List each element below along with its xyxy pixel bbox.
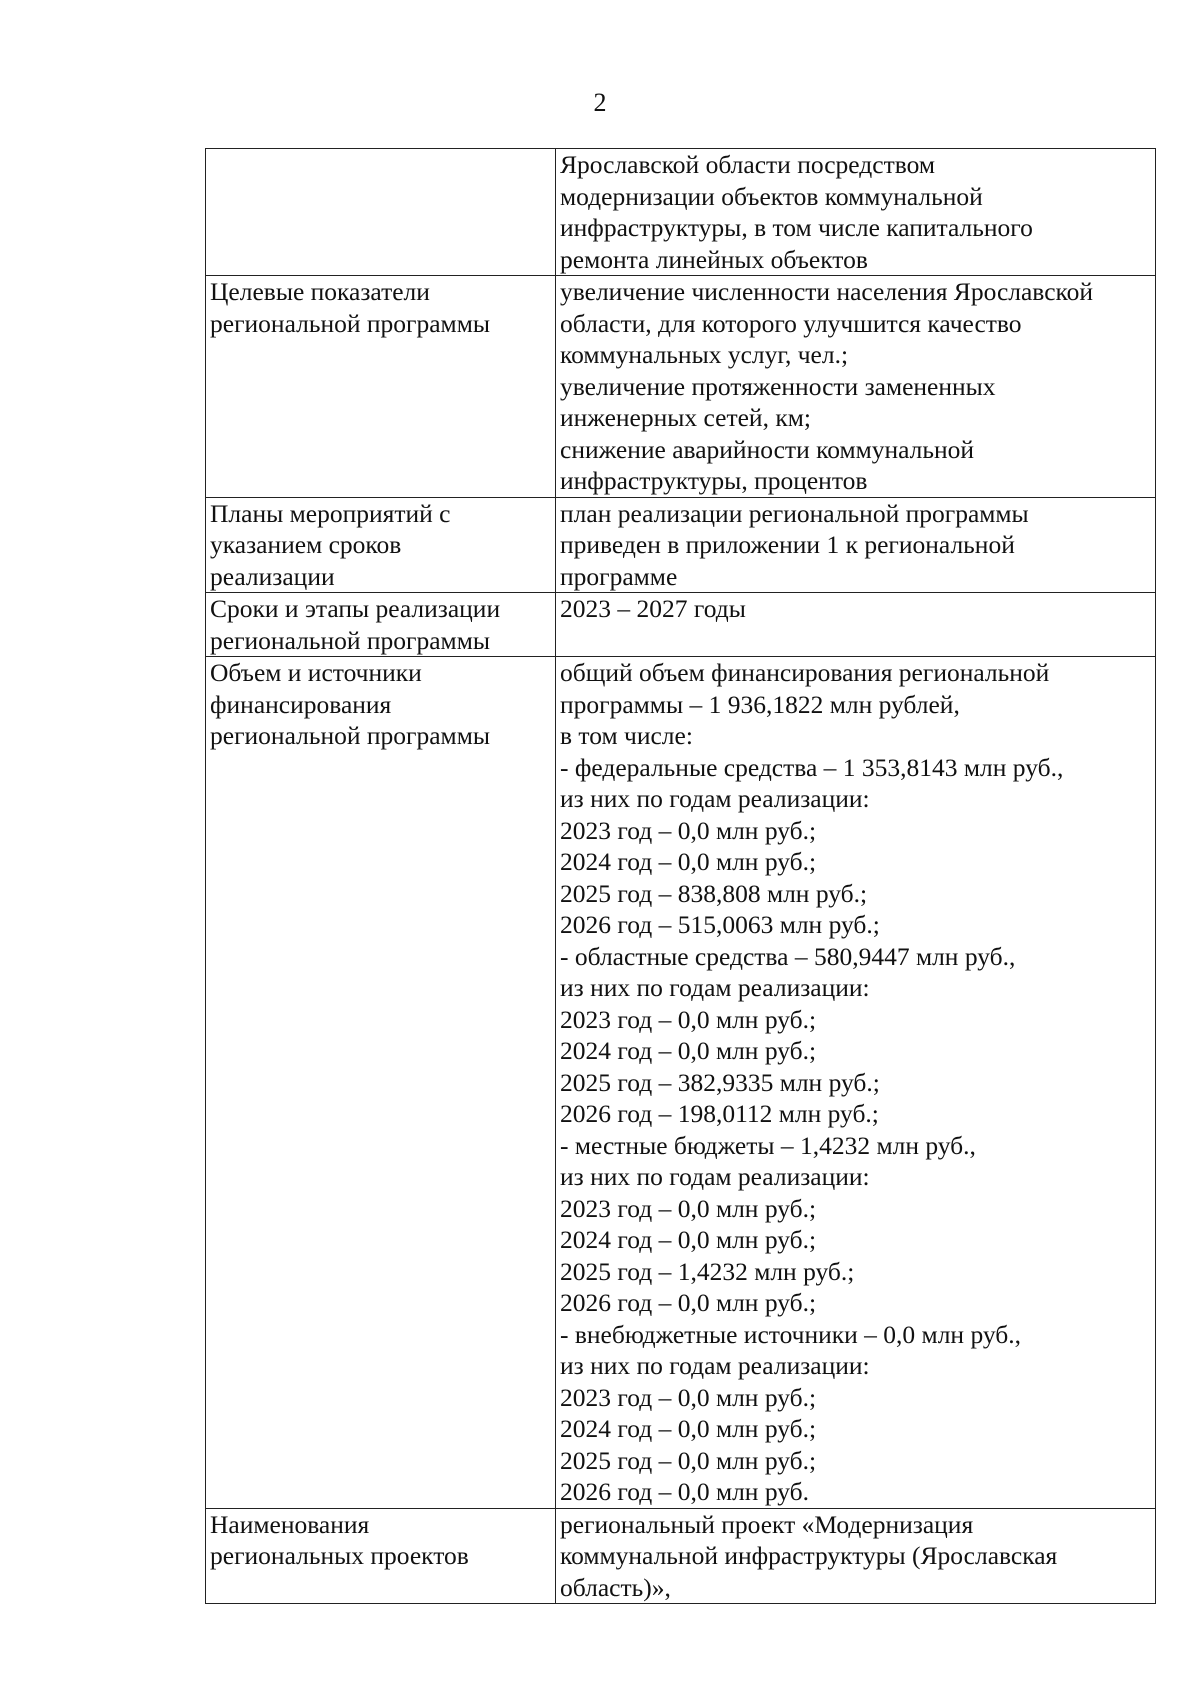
value-line: снижение аварийности коммунальной [560, 434, 975, 464]
value-line: - внебюджетные источники – 0,0 млн руб., [560, 1319, 1021, 1349]
value-line: ремонта линейных объектов [560, 244, 868, 274]
page-number: 2 [593, 88, 607, 117]
value-line: увеличение протяженности замененных [560, 371, 996, 401]
label-line: финансирования [210, 689, 392, 719]
label-line: региональной программы [210, 308, 490, 338]
table-row [206, 657, 1156, 1509]
value-line: - федеральные средства – 1 353,8143 млн руб., [560, 752, 1064, 782]
row-label-cell [206, 1508, 556, 1604]
table-row [206, 497, 1156, 593]
label-line: региональной программы [210, 721, 490, 750]
value-line: приведен в приложении 1 к региональной [560, 530, 1015, 559]
value-line: коммунальных услуг, чел.; [560, 340, 849, 369]
label-line: реализации [210, 561, 335, 591]
value-line: 2023 год – 0,0 млн руб.; [560, 815, 817, 845]
value-line: 2025 год – 838,808 млн руб.; [560, 878, 868, 908]
value-line: 2025 год – 382,9335 млн руб.; [560, 1067, 880, 1097]
value-line: 2026 год – 0,0 млн руб. [560, 1477, 809, 1506]
value-line: область)», [560, 1572, 671, 1602]
value-line: области, для которого улучшится качество [560, 308, 1022, 338]
value-line: коммунальной инфраструктуры (Ярославская [560, 1541, 1058, 1570]
value-line: модернизации объектов коммунальной [560, 181, 983, 211]
value-line: инфраструктуры, в том числе капитального [560, 213, 1033, 242]
table-row [206, 1508, 1156, 1604]
value-line: 2024 год – 0,0 млн руб.; [560, 1036, 817, 1065]
row-value-cell [556, 657, 1156, 1509]
label-line: Целевые показатели [210, 277, 430, 306]
value-line: региональный проект «Модернизация [560, 1509, 974, 1539]
value-line: из них по годам реализации: [560, 1162, 870, 1191]
row-label-cell [206, 497, 556, 593]
value-line: программы – 1 936,1822 млн рублей, [560, 689, 960, 719]
row-value-cell [556, 593, 1156, 657]
row-value-cell [556, 497, 1156, 593]
value-line: из них по годам реализации: [560, 784, 870, 813]
value-line: 2026 год – 198,0112 млн руб.; [560, 1099, 879, 1128]
value-line: 2026 год – 515,0063 млн руб.; [560, 910, 880, 939]
value-line: - областные средства – 580,9447 млн руб., [560, 941, 1016, 971]
row-label-cell [206, 149, 556, 276]
value-line: программе [560, 561, 678, 591]
value-line: план реализации региональной программы [560, 498, 1029, 528]
value-line: 2024 год – 0,0 млн руб.; [560, 1414, 817, 1443]
row-value-cell [556, 1508, 1156, 1604]
table-row [206, 149, 1156, 276]
label-line: Наименования [210, 1509, 370, 1539]
value-line: в том числе: [560, 721, 693, 750]
table-row [206, 276, 1156, 498]
value-line: - местные бюджеты – 1,4232 млн руб., [560, 1130, 976, 1160]
label-line: Сроки и этапы реализации [210, 594, 501, 623]
label-line: региональной программы [210, 625, 490, 655]
value-line: 2023 год – 0,0 млн руб.; [560, 1382, 817, 1412]
row-label-cell [206, 276, 556, 498]
value-line: инфраструктуры, процентов [560, 466, 868, 495]
value-line: 2023 – 2027 годы [560, 594, 746, 623]
value-line: общий объем финансирования региональной [560, 658, 1050, 687]
value-line: 2025 год – 0,0 млн руб.; [560, 1445, 817, 1475]
row-label-cell [206, 593, 556, 657]
value-line: 2023 год – 0,0 млн руб.; [560, 1193, 817, 1223]
value-line: инженерных сетей, км; [560, 403, 811, 432]
label-line: региональных проектов [210, 1541, 469, 1570]
label-line: Планы мероприятий с [210, 498, 451, 528]
row-label-cell [206, 657, 556, 1509]
program-passport-table [205, 148, 1156, 1604]
value-line: 2024 год – 0,0 млн руб.; [560, 847, 817, 876]
value-line: Ярославской области посредством [560, 150, 935, 179]
value-line: 2024 год – 0,0 млн руб.; [560, 1225, 817, 1254]
row-value-cell [556, 149, 1156, 276]
value-line: 2023 год – 0,0 млн руб.; [560, 1004, 817, 1034]
label-line: указанием сроков [210, 530, 402, 559]
table-row [206, 593, 1156, 657]
value-line: из них по годам реализации: [560, 1351, 870, 1380]
value-line: из них по годам реализации: [560, 973, 870, 1002]
value-line: увеличение численности населения Ярославской [560, 277, 1094, 306]
label-line: Объем и источники [210, 658, 422, 687]
row-value-cell [556, 276, 1156, 498]
value-line: 2026 год – 0,0 млн руб.; [560, 1288, 817, 1317]
value-line: 2025 год – 1,4232 млн руб.; [560, 1256, 855, 1286]
